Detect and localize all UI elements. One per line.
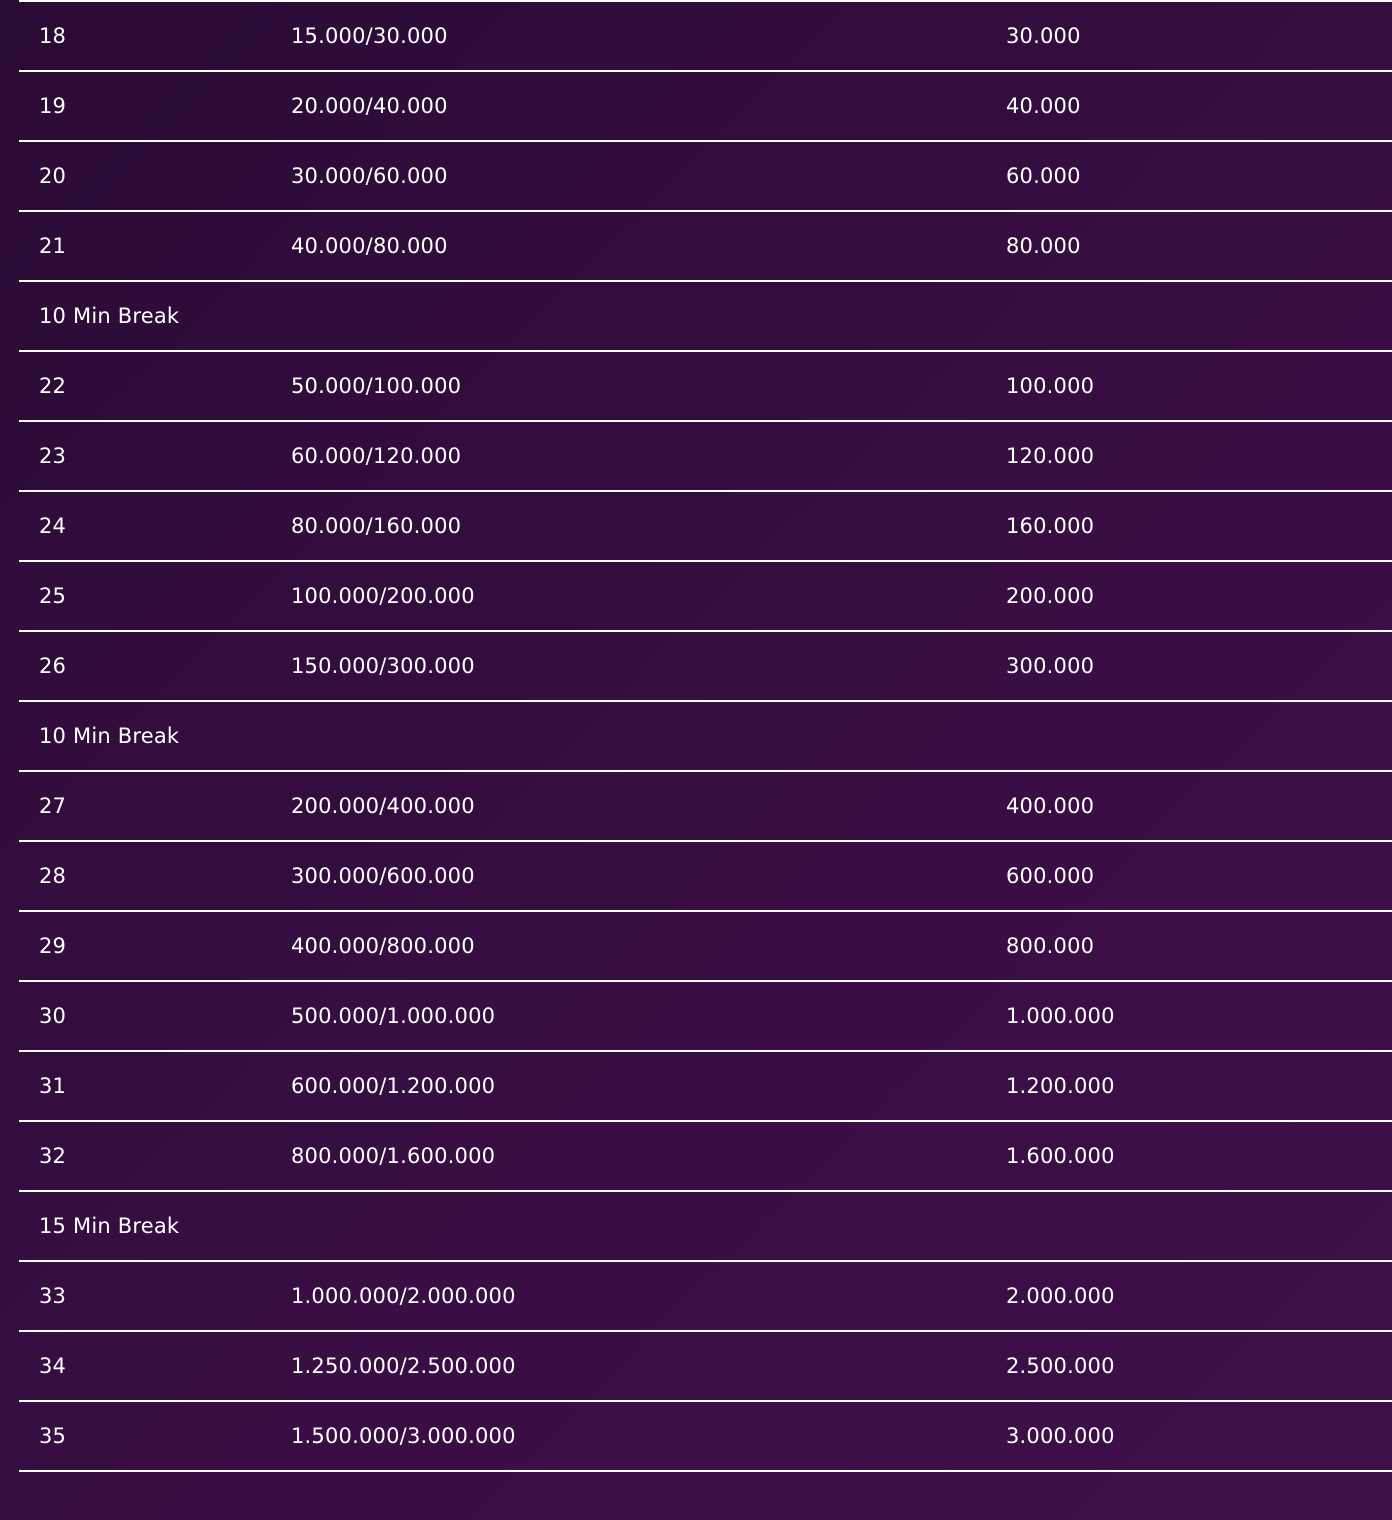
- level-number-cell: 23: [39, 444, 67, 468]
- table-row: [19, 72, 1392, 142]
- blinds-cell: 800.000/1.600.000: [291, 1144, 496, 1168]
- blinds-cell: 15.000/30.000: [291, 24, 448, 48]
- ante-cell: 80.000: [1006, 234, 1081, 258]
- table-row: [19, 1122, 1392, 1192]
- ante-cell: 300.000: [1006, 654, 1095, 678]
- table-row: [19, 982, 1392, 1052]
- blinds-cell: 40.000/80.000: [291, 234, 448, 258]
- break-row: [19, 1192, 1392, 1262]
- blinds-cell: 1.500.000/3.000.000: [291, 1424, 516, 1448]
- ante-cell: 1.200.000: [1006, 1074, 1115, 1098]
- table-body: [19, 2, 1392, 1472]
- break-row: [19, 702, 1392, 772]
- level-number-cell: 27: [39, 794, 67, 818]
- break-label: 10 Min Break: [39, 304, 180, 328]
- table-row: [19, 842, 1392, 912]
- blinds-cell: 200.000/400.000: [291, 794, 475, 818]
- ante-cell: 100.000: [1006, 374, 1095, 398]
- ante-cell: 60.000: [1006, 164, 1081, 188]
- blinds-cell: 30.000/60.000: [291, 164, 448, 188]
- blinds-cell: 400.000/800.000: [291, 934, 475, 958]
- blinds-cell: 80.000/160.000: [291, 514, 462, 538]
- level-number-cell: 28: [39, 864, 67, 888]
- ante-cell: 3.000.000: [1006, 1424, 1115, 1448]
- blinds-cell: 20.000/40.000: [291, 94, 448, 118]
- ante-cell: 600.000: [1006, 864, 1095, 888]
- table-row: [19, 1052, 1392, 1122]
- table-row: [19, 142, 1392, 212]
- ante-cell: 40.000: [1006, 94, 1081, 118]
- ante-cell: 1.000.000: [1006, 1004, 1115, 1028]
- ante-cell: 2.500.000: [1006, 1354, 1115, 1378]
- ante-cell: 2.000.000: [1006, 1284, 1115, 1308]
- break-label: 15 Min Break: [39, 1214, 180, 1238]
- level-number-cell: 18: [39, 24, 67, 48]
- level-number-cell: 34: [39, 1354, 67, 1378]
- level-number-cell: 24: [39, 514, 67, 538]
- level-number-cell: 33: [39, 1284, 67, 1308]
- table-row: [19, 772, 1392, 842]
- table-row: [19, 632, 1392, 702]
- level-number-cell: 31: [39, 1074, 67, 1098]
- blinds-cell: 60.000/120.000: [291, 444, 462, 468]
- ante-cell: 160.000: [1006, 514, 1095, 538]
- level-number-cell: 26: [39, 654, 67, 678]
- table-row: [19, 492, 1392, 562]
- table-row: [19, 352, 1392, 422]
- level-number-cell: 19: [39, 94, 67, 118]
- level-number-cell: 22: [39, 374, 67, 398]
- ante-cell: 800.000: [1006, 934, 1095, 958]
- level-number-cell: 21: [39, 234, 67, 258]
- blinds-cell: 1.250.000/2.500.000: [291, 1354, 516, 1378]
- level-number-cell: 20: [39, 164, 67, 188]
- table-row: [19, 422, 1392, 492]
- table-row: [19, 562, 1392, 632]
- ante-cell: 1.600.000: [1006, 1144, 1115, 1168]
- ante-cell: 200.000: [1006, 584, 1095, 608]
- blinds-cell: 50.000/100.000: [291, 374, 462, 398]
- level-number-cell: 29: [39, 934, 67, 958]
- table-row: [19, 212, 1392, 282]
- table-row: [19, 1402, 1392, 1472]
- ante-cell: 120.000: [1006, 444, 1095, 468]
- break-row: [19, 282, 1392, 352]
- level-number-cell: 30: [39, 1004, 67, 1028]
- level-number-cell: 35: [39, 1424, 67, 1448]
- blind-structure-table: [19, 0, 1392, 1472]
- blinds-cell: 1.000.000/2.000.000: [291, 1284, 516, 1308]
- ante-cell: 30.000: [1006, 24, 1081, 48]
- blinds-cell: 500.000/1.000.000: [291, 1004, 496, 1028]
- level-number-cell: 25: [39, 584, 67, 608]
- table-row: [19, 1332, 1392, 1402]
- blinds-cell: 150.000/300.000: [291, 654, 475, 678]
- table-row: [19, 912, 1392, 982]
- blinds-cell: 300.000/600.000: [291, 864, 475, 888]
- table-row: [19, 1262, 1392, 1332]
- table-row: [19, 2, 1392, 72]
- break-label: 10 Min Break: [39, 724, 180, 748]
- ante-cell: 400.000: [1006, 794, 1095, 818]
- blinds-cell: 100.000/200.000: [291, 584, 475, 608]
- blinds-cell: 600.000/1.200.000: [291, 1074, 496, 1098]
- level-number-cell: 32: [39, 1144, 67, 1168]
